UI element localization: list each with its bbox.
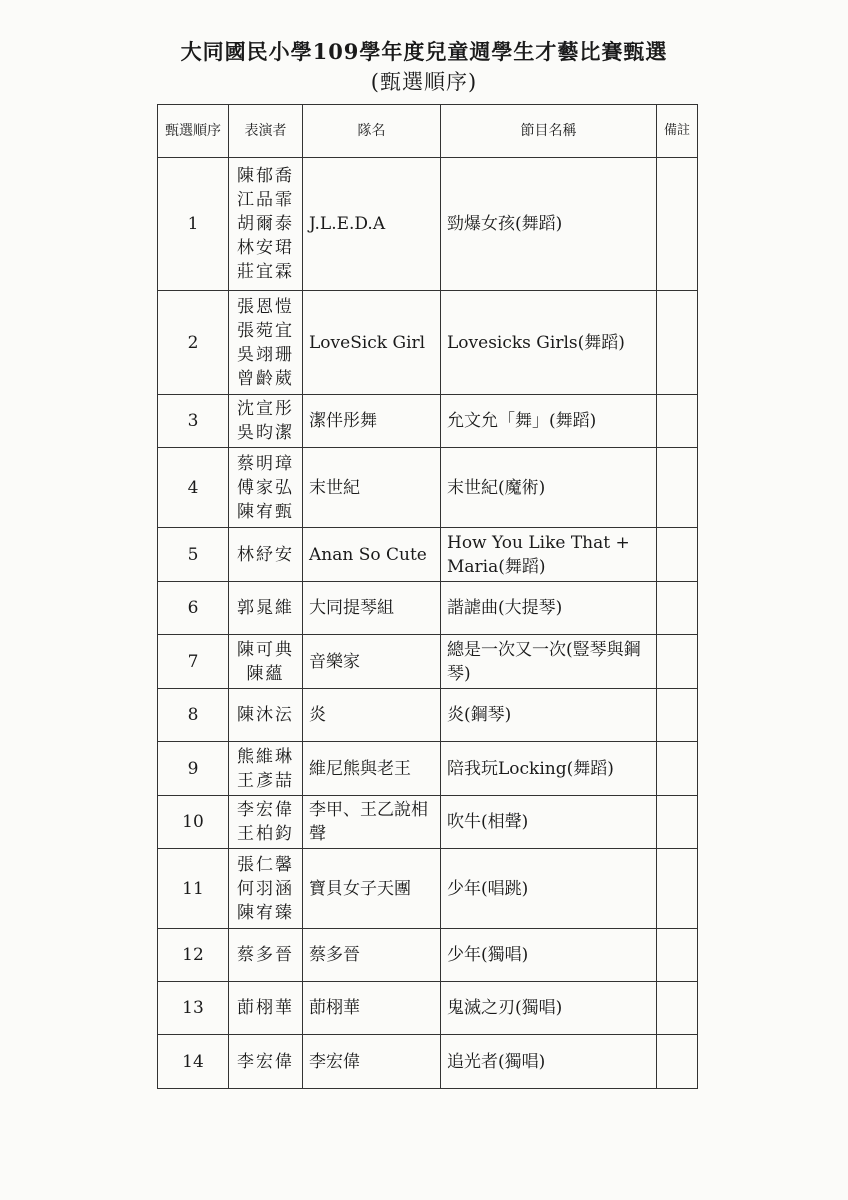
note-cell: [657, 849, 698, 929]
note-cell: [657, 528, 698, 582]
performers-cell: [229, 395, 303, 448]
performer-name: 陳可典: [237, 639, 294, 660]
note-cell: [657, 1035, 698, 1089]
team-name: LoveSick Girl: [303, 291, 441, 395]
table-row: [158, 395, 698, 448]
performers-cell: [229, 689, 303, 742]
program-name: 少年(唱跳): [441, 849, 657, 929]
team-name: Anan So Cute: [303, 528, 441, 582]
performer-name: 陳沐沄: [237, 705, 294, 725]
performer-name: 熊維琳: [237, 746, 294, 767]
audition-order-table: [157, 104, 698, 1089]
program-name: 總是一次又一次(豎琴與鋼琴): [441, 635, 657, 689]
note-cell: [657, 158, 698, 291]
order-number: 11: [158, 849, 229, 929]
performer-name: 吳翊珊: [237, 344, 294, 365]
team-name: 大同提琴組: [303, 582, 441, 635]
team-name: J.L.E.D.A: [303, 158, 441, 291]
performers-cell: [229, 291, 303, 395]
performer-name: 江品霏: [237, 190, 294, 210]
team-name: 炎: [303, 689, 441, 742]
table-row: [158, 582, 698, 635]
note-cell: [657, 929, 698, 982]
performer-name: 張菀宜: [237, 320, 294, 341]
order-number: 12: [158, 929, 229, 982]
note-cell: [657, 689, 698, 742]
table-row: [158, 635, 698, 689]
header-order: 甄選順序: [158, 105, 229, 158]
header-program: 節目名稱: [441, 105, 657, 158]
performers-cell: [229, 635, 303, 689]
performer-name: 張恩愷: [237, 296, 294, 317]
performer-name: 沈宣彤: [237, 399, 294, 419]
team-name: 莭栩華: [303, 982, 441, 1035]
performers-cell: [229, 1035, 303, 1089]
performer-name: 林安珺: [237, 238, 294, 258]
performers-cell: [229, 849, 303, 929]
performer-name: 何羽涵: [237, 878, 294, 899]
table-row: [158, 291, 698, 395]
note-cell: [657, 395, 698, 448]
table-row: [158, 929, 698, 982]
program-name: 末世紀(魔術): [441, 448, 657, 528]
performer-name: 曾齡葳: [237, 368, 294, 389]
team-name: 蔡多晉: [303, 929, 441, 982]
team-name: 潔伴彤舞: [303, 395, 441, 448]
order-number: 2: [158, 291, 229, 395]
order-number: 3: [158, 395, 229, 448]
table-row: [158, 1035, 698, 1089]
performers-cell: [229, 929, 303, 982]
team-name: 末世紀: [303, 448, 441, 528]
program-name: 少年(獨唱): [441, 929, 657, 982]
program-name: 諧謔曲(大提琴): [441, 582, 657, 635]
note-cell: [657, 635, 698, 689]
program-name: 吹牛(相聲): [441, 796, 657, 849]
table-row: [158, 689, 698, 742]
performers-cell: [229, 158, 303, 291]
performer-name: 傅家弘: [237, 477, 294, 498]
performer-name: 陳宥甄: [237, 501, 294, 522]
program-name: Lovesicks Girls(舞蹈): [441, 291, 657, 395]
program-name: 鬼滅之刃(獨唱): [441, 982, 657, 1035]
performer-name: 李宏偉: [237, 1051, 294, 1072]
program-name: 追光者(獨唱): [441, 1035, 657, 1089]
performers-cell: [229, 448, 303, 528]
performers-cell: [229, 582, 303, 635]
performer-name: 王柏鈞: [237, 824, 294, 844]
performers-cell: [229, 796, 303, 849]
note-cell: [657, 291, 698, 395]
performer-name: 陳郁喬: [237, 166, 294, 186]
performer-name: 蔡明璋: [237, 453, 294, 474]
performer-name: 張仁馨: [237, 854, 294, 875]
performer-name: 陳蘊: [246, 663, 285, 684]
order-number: 6: [158, 582, 229, 635]
performer-name: 王彥喆: [237, 770, 294, 791]
team-name: 音樂家: [303, 635, 441, 689]
table-row: [158, 982, 698, 1035]
page-subtitle: (甄選順序): [370, 70, 478, 94]
performer-name: 林紓安: [237, 544, 294, 565]
team-name: 李甲、王乙說相聲: [303, 796, 441, 849]
table-header-row: [158, 105, 698, 158]
order-number: 7: [158, 635, 229, 689]
order-number: 13: [158, 982, 229, 1035]
performer-name: 陳宥臻: [237, 902, 294, 923]
table-row: [158, 796, 698, 849]
order-number: 14: [158, 1035, 229, 1089]
performer-name: 莊宜霖: [237, 262, 294, 282]
team-name: 維尼熊與老王: [303, 742, 441, 796]
table-row: [158, 849, 698, 929]
team-name: 李宏偉: [303, 1035, 441, 1089]
order-number: 4: [158, 448, 229, 528]
note-cell: [657, 796, 698, 849]
program-name: 陪我玩Locking(舞蹈): [441, 742, 657, 796]
note-cell: [657, 448, 698, 528]
performer-name: 蔡多晉: [237, 945, 294, 965]
header-note: 備註: [657, 105, 698, 158]
order-number: 10: [158, 796, 229, 849]
order-number: 5: [158, 528, 229, 582]
program-name: 炎(鋼琴): [441, 689, 657, 742]
performers-cell: [229, 982, 303, 1035]
header-team: 隊名: [303, 105, 441, 158]
table-row: [158, 448, 698, 528]
team-name: 寶貝女子天團: [303, 849, 441, 929]
note-cell: [657, 582, 698, 635]
order-number: 9: [158, 742, 229, 796]
order-number: 1: [158, 158, 229, 291]
table-row: [158, 528, 698, 582]
program-name: 允文允「舞」(舞蹈): [441, 395, 657, 448]
program-name: How You Like That + Maria(舞蹈): [441, 528, 657, 582]
performer-name: 李宏偉: [237, 800, 294, 820]
header-performers: 表演者: [229, 105, 303, 158]
performers-cell: [229, 528, 303, 582]
order-number: 8: [158, 689, 229, 742]
performers-cell: [229, 742, 303, 796]
table-row: [158, 742, 698, 796]
performer-name: 郭晁維: [237, 598, 294, 618]
performer-name: 吳昀潔: [237, 423, 294, 443]
note-cell: [657, 982, 698, 1035]
note-cell: [657, 742, 698, 796]
table-row: [158, 158, 698, 291]
performer-name: 胡爾泰: [237, 214, 294, 234]
page-title: 大同國民小學109學年度兒童週學生才藝比賽甄選: [180, 39, 668, 64]
performer-name: 莭栩華: [237, 998, 294, 1018]
program-name: 勁爆女孩(舞蹈): [441, 158, 657, 291]
